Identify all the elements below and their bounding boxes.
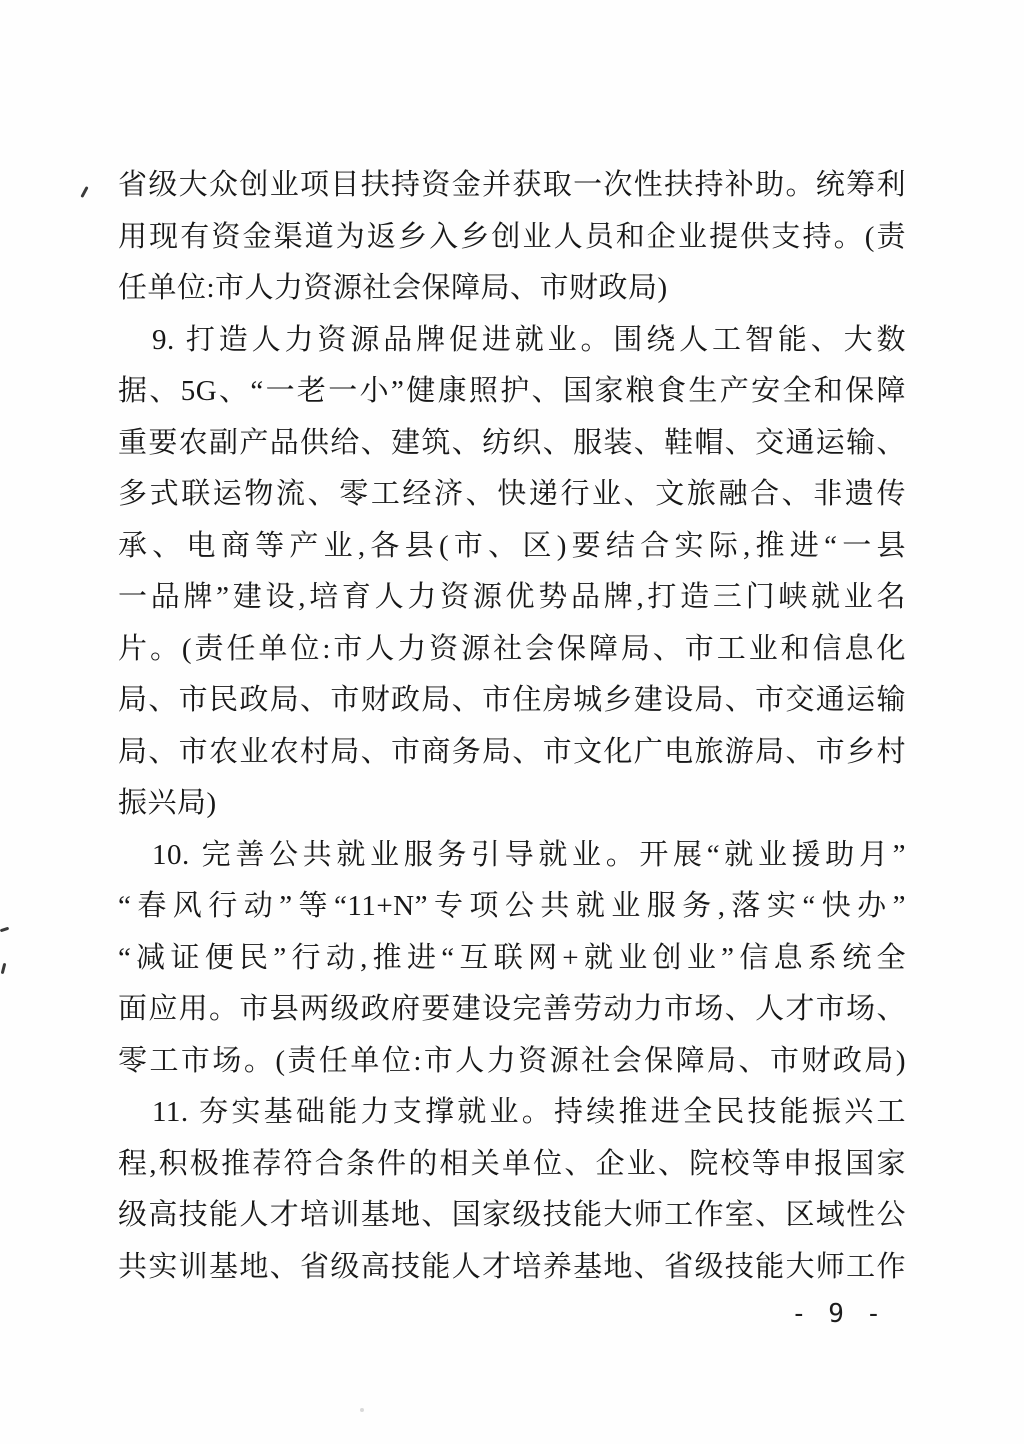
text-line: 级高技能人才培训基地、国家级技能大师工作室、区域性公 [118,1199,906,1231]
text-line: 程,积极推荐符合条件的相关单位、企业、院校等申报国家 [118,1147,906,1180]
text-line: 重要农副产品供给、建筑、纺织、服装、鞋帽、交通运输、 [118,426,906,459]
text-line: 11. 夯实基础能力支撑就业。持续推进全民技能振兴工 [152,1096,906,1128]
text-line: 多式联运物流、零工经济、快递行业、文旅融合、非遗传 [118,478,906,510]
text-line: 零工市场。(责任单位:市人力资源社会保障局、市财政局) [118,1044,906,1077]
text-line: 承、电商等产业,各县(市、区)要结合实际,推进“一县 [118,529,906,562]
text-line: “春风行动”等“11+N”专项公共就业服务,落实“快办” [118,890,906,922]
scan-artifact [1,963,7,974]
text-line: 一品牌”建设,培育人力资源优势品牌,打造三门峡就业名 [118,581,906,613]
text-line: 任单位:市人力资源社会保障局、市财政局) [118,272,668,304]
text-line: 局、市民政局、市财政局、市住房城乡建设局、市交通运输 [118,684,906,716]
paragraph [118,315,906,830]
scan-artifact [80,186,88,198]
paragraph [118,1087,906,1293]
page-number: - 9 - [791,1299,885,1329]
text-line: 局、市农业农村局、市商务局、市文化广电旅游局、市乡村 [118,735,906,768]
document-body [118,160,906,1293]
scan-artifact [0,927,9,933]
text-line: 用现有资金渠道为返乡入乡创业人员和企业提供支持。(责 [118,220,906,253]
text-line: 9. 打造人力资源品牌促进就业。围绕人工智能、大数 [152,323,906,356]
text-line: 据、5G、“一老一小”健康照护、国家粮食生产安全和保障 [118,375,906,407]
text-line: 振兴局) [118,787,217,819]
text-line: 共实训基地、省级高技能人才培养基地、省级技能大师工作 [118,1250,906,1283]
text-line: 面应用。市县两级政府要建设完善劳动力市场、人才市场、 [118,993,906,1025]
text-line: 片。(责任单位:市人力资源社会保障局、市工业和信息化 [118,632,906,665]
paragraph [118,160,906,315]
paragraph [118,830,906,1088]
scan-artifact [360,1408,364,1412]
text-line: 省级大众创业项目扶持资金并获取一次性扶持补助。统筹利 [118,169,906,201]
text-line: 10. 完善公共就业服务引导就业。开展“就业援助月” [152,838,906,871]
text-line: “减证便民”行动,推进“互联网+就业创业”信息系统全 [118,941,906,974]
